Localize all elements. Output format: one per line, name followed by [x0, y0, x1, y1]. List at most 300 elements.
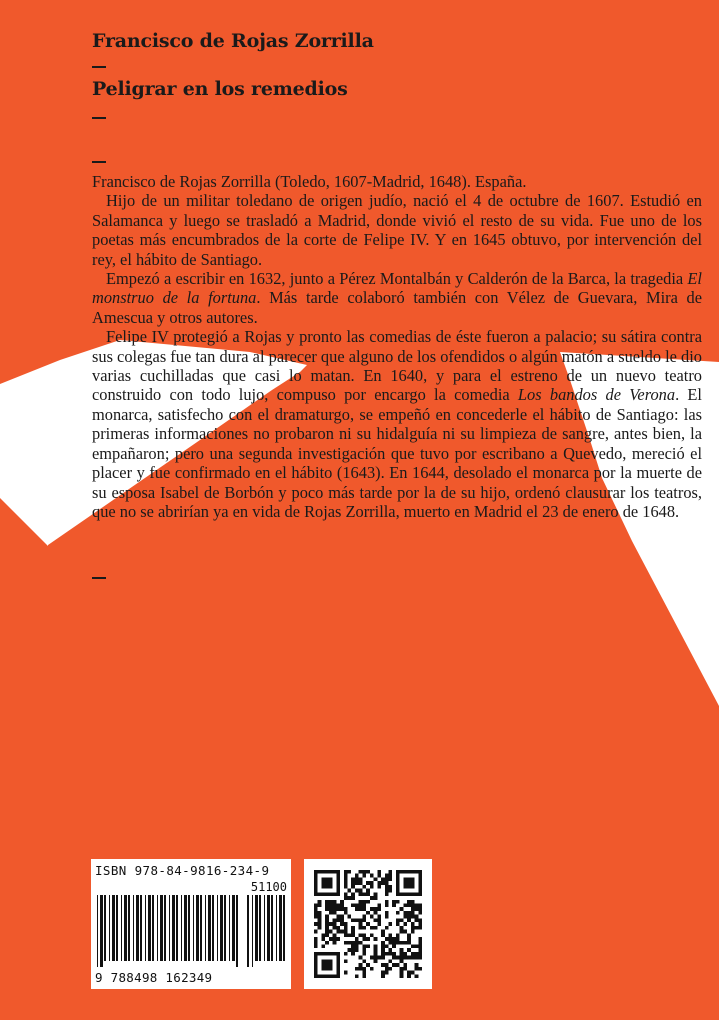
- qr-module: [396, 911, 400, 915]
- qr-module: [351, 904, 355, 908]
- qr-module: [407, 948, 411, 952]
- qr-module: [325, 959, 329, 963]
- qr-module: [385, 892, 389, 896]
- qr-module: [374, 959, 378, 963]
- qr-module: [400, 907, 404, 911]
- qr-module: [340, 915, 344, 919]
- qr-module: [418, 874, 422, 878]
- qr-module: [314, 941, 318, 945]
- qr-module: [374, 877, 378, 881]
- qr-module: [366, 922, 370, 926]
- qr-module: [336, 907, 340, 911]
- work-title-monstruo: El monstruo de la fortuna: [92, 269, 702, 308]
- qr-module: [318, 926, 322, 930]
- qr-module: [336, 889, 340, 893]
- qr-module: [415, 956, 419, 960]
- qr-module: [411, 911, 415, 915]
- qr-module: [336, 952, 340, 956]
- qr-module: [400, 959, 404, 963]
- qr-module: [333, 911, 337, 915]
- qr-module: [314, 956, 318, 960]
- qr-module: [359, 933, 363, 937]
- qr-module: [351, 918, 355, 922]
- qr-module: [333, 937, 337, 941]
- qr-module: [370, 967, 374, 971]
- qr-module: [407, 937, 411, 941]
- qr-module: [355, 948, 359, 952]
- qr-module: [344, 877, 348, 881]
- qr-module: [355, 944, 359, 948]
- qr-module: [321, 974, 325, 978]
- qr-module: [362, 870, 366, 874]
- work-title-bandos: Los bandos de Verona: [517, 385, 676, 405]
- qr-module: [351, 952, 355, 956]
- qr-module: [396, 874, 400, 878]
- qr-module: [333, 892, 337, 896]
- qr-module: [370, 907, 374, 911]
- qr-module: [362, 900, 366, 904]
- qr-module: [321, 959, 325, 963]
- qr-module: [362, 948, 366, 952]
- qr-module: [362, 971, 366, 975]
- qr-module: [385, 926, 389, 930]
- qr-module: [385, 889, 389, 893]
- qr-module: [325, 904, 329, 908]
- qr-module: [321, 892, 325, 896]
- qr-module: [418, 892, 422, 896]
- qr-module: [329, 885, 333, 889]
- qr-module: [351, 930, 355, 934]
- qr-module: [359, 941, 363, 945]
- book-title: Peligrar en los remedios: [92, 78, 348, 100]
- qr-module: [407, 915, 411, 919]
- qr-module: [400, 956, 404, 960]
- qr-module: [415, 904, 419, 908]
- qr-module: [388, 937, 392, 941]
- qr-module: [325, 918, 329, 922]
- qr-module: [348, 915, 352, 919]
- qr-module: [318, 952, 322, 956]
- qr-module: [370, 885, 374, 889]
- bio-paragraph-3: Empezó a escribir en 1632, junto a Pérez Montalbán y Calderón de la Barca, la tragedia El monstruo de la fortuna. Más tarde colaboró también con Vélez de Guevara, Mira de Amescua y otros autores.: [92, 269, 702, 327]
- barcode-bar: [109, 895, 110, 961]
- qr-module: [385, 885, 389, 889]
- qr-module: [374, 926, 378, 930]
- qr-module: [314, 930, 318, 934]
- qr-module: [359, 956, 363, 960]
- barcode-bar: [148, 895, 151, 961]
- qr-module: [333, 907, 337, 911]
- qr-module: [333, 952, 337, 956]
- qr-module: [325, 877, 329, 881]
- qr-module: [388, 967, 392, 971]
- qr-module: [321, 877, 325, 881]
- qr-module: [340, 922, 344, 926]
- price-addon-barcode: [247, 895, 287, 967]
- barcode-bar: [124, 895, 127, 961]
- ean-digits: 9 788498 162349: [95, 970, 213, 985]
- barcode-bar: [212, 895, 214, 961]
- qr-module: [418, 941, 422, 945]
- qr-module: [377, 918, 381, 922]
- qr-module: [366, 881, 370, 885]
- qr-module: [407, 941, 411, 945]
- qr-module: [340, 907, 344, 911]
- qr-module: [351, 941, 355, 945]
- header-dash-1: [92, 66, 106, 68]
- qr-module: [321, 885, 325, 889]
- qr-module: [388, 877, 392, 881]
- qr-module: [348, 933, 352, 937]
- qr-module: [418, 926, 422, 930]
- qr-module: [415, 870, 419, 874]
- qr-module: [388, 941, 392, 945]
- qr-module: [325, 900, 329, 904]
- qr-module: [314, 937, 318, 941]
- qr-module: [418, 881, 422, 885]
- qr-module: [329, 881, 333, 885]
- qr-module: [385, 904, 389, 908]
- qr-module: [359, 900, 363, 904]
- qr-module: [351, 896, 355, 900]
- qr-module: [418, 967, 422, 971]
- qr-module: [385, 874, 389, 878]
- qr-module: [325, 881, 329, 885]
- qr-module: [411, 881, 415, 885]
- qr-module: [340, 900, 344, 904]
- qr-module: [400, 918, 404, 922]
- qr-module: [403, 881, 407, 885]
- qr-module: [359, 918, 363, 922]
- barcode-bar: [252, 895, 253, 967]
- qr-module: [321, 937, 325, 941]
- qr-module: [362, 885, 366, 889]
- qr-module: [411, 926, 415, 930]
- qr-module: [336, 937, 340, 941]
- qr-module: [418, 904, 422, 908]
- qr-module: [336, 963, 340, 967]
- qr-module: [411, 971, 415, 975]
- qr-module: [366, 944, 370, 948]
- qr-module: [381, 941, 385, 945]
- qr-module: [415, 892, 419, 896]
- qr-module: [321, 963, 325, 967]
- qr-module: [400, 967, 404, 971]
- qr-module: [374, 948, 378, 952]
- qr-module: [396, 870, 400, 874]
- qr-module: [396, 877, 400, 881]
- qr-module: [355, 881, 359, 885]
- qr-module: [336, 870, 340, 874]
- qr-module: [336, 915, 340, 919]
- qr-module: [314, 967, 318, 971]
- qr-module: [333, 933, 337, 937]
- qr-module: [351, 944, 355, 948]
- qr-module: [348, 941, 352, 945]
- qr-module: [411, 907, 415, 911]
- qr-module: [388, 948, 392, 952]
- qr-module: [314, 974, 318, 978]
- barcode-bar: [229, 895, 230, 961]
- qr-module: [314, 907, 318, 911]
- qr-module: [407, 900, 411, 904]
- qr-module: [392, 904, 396, 908]
- qr-module: [407, 892, 411, 896]
- qr-module: [344, 907, 348, 911]
- qr-module: [407, 918, 411, 922]
- qr-module: [403, 930, 407, 934]
- qr-module: [392, 941, 396, 945]
- qr-module: [359, 967, 363, 971]
- qr-module: [385, 952, 389, 956]
- ean-barcode: [97, 895, 241, 967]
- qr-module: [403, 877, 407, 881]
- qr-module: [388, 922, 392, 926]
- barcode-bar: [267, 895, 270, 961]
- qr-module: [351, 933, 355, 937]
- qr-module: [396, 889, 400, 893]
- barcode-bar: [136, 895, 139, 961]
- qr-module: [314, 889, 318, 893]
- barcode-bar: [112, 895, 115, 961]
- barcode-bar: [259, 895, 261, 961]
- qr-module: [314, 881, 318, 885]
- qr-module: [403, 870, 407, 874]
- qr-module: [411, 922, 415, 926]
- qr-module: [325, 952, 329, 956]
- qr-module: [359, 892, 363, 896]
- qr-module: [418, 877, 422, 881]
- qr-module: [333, 941, 337, 945]
- qr-module: [366, 911, 370, 915]
- qr-module: [400, 952, 404, 956]
- qr-module: [362, 959, 366, 963]
- qr-module: [381, 877, 385, 881]
- qr-module: [385, 967, 389, 971]
- qr-module: [370, 881, 374, 885]
- qr-module: [329, 930, 333, 934]
- qr-module: [318, 911, 322, 915]
- qr-module: [336, 881, 340, 885]
- qr-module: [381, 933, 385, 937]
- qr-module: [359, 926, 363, 930]
- qr-module: [396, 918, 400, 922]
- qr-module: [411, 885, 415, 889]
- qr-module: [418, 948, 422, 952]
- qr-module: [381, 948, 385, 952]
- qr-module: [321, 933, 325, 937]
- qr-module: [318, 918, 322, 922]
- qr-module: [362, 907, 366, 911]
- qr-module: [396, 881, 400, 885]
- qr-module: [415, 963, 419, 967]
- qr-module: [329, 922, 333, 926]
- qr-module: [415, 952, 419, 956]
- qr-module: [396, 900, 400, 904]
- qr-module: [411, 877, 415, 881]
- barcode-bar: [181, 895, 182, 961]
- qr-module: [366, 900, 370, 904]
- qr-module: [418, 952, 422, 956]
- qr-module: [377, 870, 381, 874]
- qr-module: [336, 892, 340, 896]
- qr-module: [329, 963, 333, 967]
- qr-module: [333, 904, 337, 908]
- qr-module: [362, 926, 366, 930]
- qr-module: [396, 963, 400, 967]
- qr-module: [377, 956, 381, 960]
- qr-module: [366, 937, 370, 941]
- qr-module: [370, 933, 374, 937]
- qr-module: [385, 963, 389, 967]
- qr-module: [415, 926, 419, 930]
- qr-module: [333, 922, 337, 926]
- qr-module: [318, 900, 322, 904]
- qr-module: [348, 948, 352, 952]
- barcode-bar: [176, 895, 178, 961]
- qr-module: [359, 963, 363, 967]
- qr-module: [359, 904, 363, 908]
- qr-module: [362, 918, 366, 922]
- qr-module: [400, 870, 404, 874]
- qr-module: [348, 889, 352, 893]
- qr-module: [400, 948, 404, 952]
- qr-module: [415, 967, 419, 971]
- qr-module: [340, 904, 344, 908]
- qr-module: [333, 974, 337, 978]
- qr-module: [366, 870, 370, 874]
- qr-module: [392, 952, 396, 956]
- qr-module: [336, 874, 340, 878]
- qr-module: [377, 885, 381, 889]
- qr-module: [374, 896, 378, 900]
- barcode-bar: [208, 895, 211, 961]
- qr-module: [385, 944, 389, 948]
- qr-module: [318, 904, 322, 908]
- qr-module: [314, 971, 318, 975]
- qr-module: [370, 956, 374, 960]
- qr-module: [407, 885, 411, 889]
- qr-module: [314, 959, 318, 963]
- qr-module: [407, 974, 411, 978]
- qr-code: [314, 870, 422, 978]
- qr-module: [388, 870, 392, 874]
- qr-module: [344, 885, 348, 889]
- qr-module: [381, 881, 385, 885]
- qr-module: [374, 911, 378, 915]
- qr-module: [374, 907, 378, 911]
- qr-module: [318, 922, 322, 926]
- qr-module: [407, 911, 411, 915]
- barcode-bar: [152, 895, 154, 961]
- qr-module: [388, 874, 392, 878]
- qr-module: [385, 937, 389, 941]
- qr-module: [377, 874, 381, 878]
- qr-module: [333, 870, 337, 874]
- barcode-bar: [255, 895, 258, 961]
- qr-module: [329, 967, 333, 971]
- qr-module: [411, 944, 415, 948]
- qr-module: [400, 926, 404, 930]
- qr-module: [359, 907, 363, 911]
- qr-module: [377, 907, 381, 911]
- qr-module: [400, 892, 404, 896]
- qr-module: [377, 881, 381, 885]
- qr-module: [362, 904, 366, 908]
- qr-module: [374, 918, 378, 922]
- qr-module: [314, 922, 318, 926]
- bio-paragraph-4: Felipe IV protegió a Rojas y pronto las comedias de éste fueron a palacio; su sátira contra sus colegas fue tan dura al parecer que alguno de los ofendidos o algún matón a sueldo le dio varias cuchilladas que casi lo matan. En 1640, y para el estreno de un nuevo teatro construido con todo lujo, compuso por encargo la comedia Los bandos de Verona. El monarca, satisfecho con el dramaturgo, se empeñó en concederle el hábito de Santiago: las primeras informaciones no probaron ni su hidalguía ni su limpieza de sangre, antes bien, la empañaron; pero una segunda investigación que tuvo por escribano a Quevedo, mereció el placer y fue confirmado en el hábito (1643). En 1644, desolado el monarca por la muerte de su esposa Isabel de Borbón y poco más tarde por la de su hijo, ordenó clausurar los teatros, que no se abrirían ya en vida de Rojas Zorrilla, muerto en Madrid el 23 de enero de 1648.: [92, 327, 702, 521]
- qr-module: [415, 907, 419, 911]
- qr-module: [318, 974, 322, 978]
- qr-module: [344, 911, 348, 915]
- qr-module: [329, 900, 333, 904]
- qr-module: [388, 933, 392, 937]
- qr-module: [351, 881, 355, 885]
- qr-module: [321, 944, 325, 948]
- qr-module: [314, 952, 318, 956]
- qr-module: [344, 922, 348, 926]
- qr-module: [359, 922, 363, 926]
- qr-module: [355, 904, 359, 908]
- qr-module: [314, 944, 318, 948]
- barcode-bar: [217, 895, 218, 961]
- qr-module: [329, 907, 333, 911]
- qr-module: [336, 885, 340, 889]
- qr-module: [385, 877, 389, 881]
- qr-module: [362, 915, 366, 919]
- qr-module: [351, 926, 355, 930]
- barcode-bar: [100, 895, 103, 967]
- qr-module: [418, 889, 422, 893]
- qr-module: [407, 956, 411, 960]
- qr-module: [407, 881, 411, 885]
- qr-module: [325, 870, 329, 874]
- barcode-bar: [196, 895, 199, 961]
- barcode-bar: [160, 895, 163, 961]
- qr-module: [336, 904, 340, 908]
- barcode-bar: [164, 895, 166, 961]
- barcode-bar: [232, 895, 235, 961]
- qr-module: [344, 971, 348, 975]
- qr-module: [381, 952, 385, 956]
- qr-module: [396, 937, 400, 941]
- qr-module: [362, 892, 366, 896]
- qr-module: [336, 918, 340, 922]
- qr-module: [415, 944, 419, 948]
- qr-module: [318, 915, 322, 919]
- qr-module: [314, 877, 318, 881]
- qr-module: [396, 956, 400, 960]
- qr-module: [333, 926, 337, 930]
- barcode-bar: [169, 895, 170, 961]
- qr-module: [396, 892, 400, 896]
- qr-module: [314, 870, 318, 874]
- qr-module: [355, 918, 359, 922]
- qr-module: [362, 952, 366, 956]
- qr-module: [400, 930, 404, 934]
- qr-module: [418, 870, 422, 874]
- qr-module: [396, 941, 400, 945]
- qr-module: [385, 900, 389, 904]
- qr-module: [403, 967, 407, 971]
- qr-module: [400, 941, 404, 945]
- qr-module: [344, 926, 348, 930]
- qr-module: [344, 941, 348, 945]
- barcode-bar: [140, 895, 142, 961]
- body-dash-bottom: [92, 577, 106, 579]
- qr-module: [344, 896, 348, 900]
